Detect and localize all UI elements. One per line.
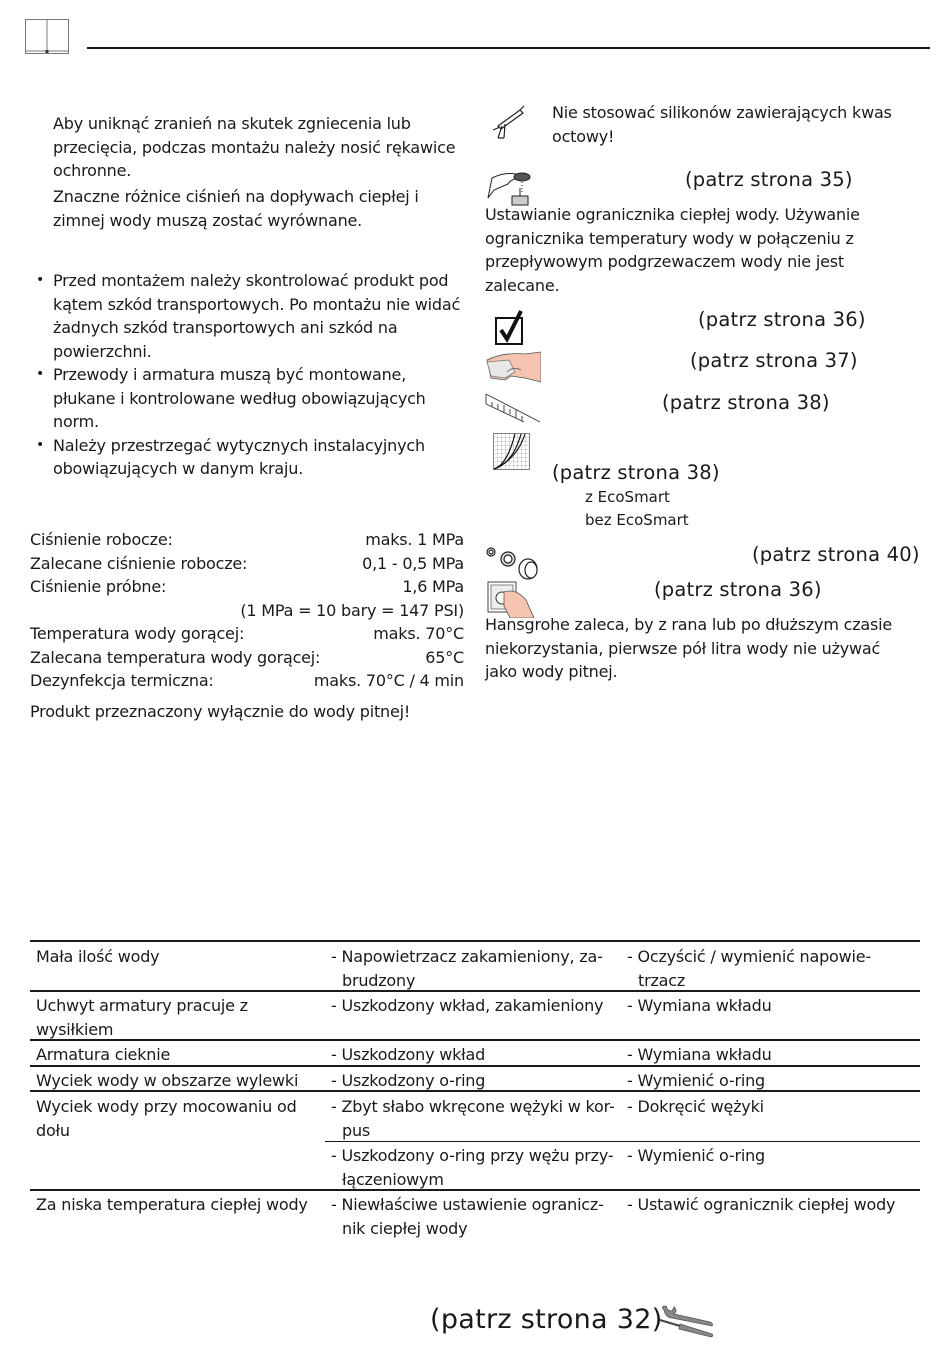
installation-notes-list bbox=[36, 269, 460, 481]
hand-cleaning-icon bbox=[485, 350, 541, 384]
cause-cell: - Zbyt słabo wkręcone wężyki w kor- pus bbox=[331, 1097, 615, 1140]
remedy-cell: - Oczyścić / wymienić napowie- trzacz bbox=[627, 947, 871, 990]
hansgrohe-recommendation: Hansgrohe zaleca, by z rana lub po dłuższym czasie niekorzystania, pierwsze pół litra wody nie używać jako wody pitnej. bbox=[485, 615, 893, 681]
spare-parts-icon bbox=[484, 543, 542, 581]
safety-note-pressure: Znaczne różnice ciśnień na dopływach ciepłej i zimnej wody muszą zostać wyrównane. bbox=[53, 187, 419, 230]
cause-cell: - Uszkodzony wkład bbox=[331, 1045, 486, 1064]
spec-row: Ciśnienie próbne: 1,6 MPa bbox=[30, 577, 464, 596]
table-row: Mała ilość wody bbox=[36, 947, 160, 966]
operation-page-ref[interactable]: (patrz strona 36) bbox=[654, 578, 822, 601]
cause-cell: - Uszkodzony o-ring bbox=[331, 1071, 486, 1090]
cleaning-page-ref[interactable]: (patrz strona 37) bbox=[690, 349, 858, 372]
header-rule bbox=[87, 47, 930, 49]
remedy-cell: - Wymienić o-ring bbox=[627, 1071, 765, 1090]
silicone-gun-icon bbox=[490, 104, 526, 140]
spare-parts-page-ref[interactable]: (patrz strona 40) bbox=[752, 543, 920, 566]
remedy-cell: - Wymienić o-ring bbox=[627, 1146, 765, 1165]
limiter-page-ref[interactable]: (patrz strona 35) bbox=[685, 168, 853, 191]
table-rule bbox=[30, 940, 920, 942]
spec-row: (1 MPa = 10 bary = 147 PSI) bbox=[240, 600, 464, 620]
safety-note-gloves: Aby uniknąć zranień na skutek zgniecenia lub przecięcia, podczas montażu należy nosić rękawice ochronne. bbox=[53, 114, 456, 180]
spec-row: Dezynfekcja termiczna: maks. 70°C / 4 min bbox=[30, 671, 464, 690]
footer-page-ref[interactable]: (patrz strona 32) bbox=[430, 1304, 663, 1335]
spec-row: Temperatura wody gorącej: maks. 70°C bbox=[30, 624, 464, 643]
dimensions-ruler-icon bbox=[484, 392, 540, 426]
hand-adjusting-temperature-icon bbox=[486, 168, 531, 206]
cause-cell: - Uszkodzony wkład, zakamieniony bbox=[331, 996, 604, 1015]
dimensions-page-ref[interactable]: (patrz strona 38) bbox=[662, 391, 830, 414]
flow-diagram-page-ref[interactable]: (patrz strona 38) bbox=[552, 461, 720, 484]
list-item: • Przewody i armatura muszą być montowane, płukane i kontrolowane według obowiązujących norm. bbox=[36, 363, 460, 434]
remedy-cell: - Dokręcić wężyki bbox=[627, 1097, 764, 1116]
table-row: Wyciek wody w obszarze wylewki bbox=[36, 1071, 299, 1090]
list-item: • Przed montażem należy skontrolować produkt pod kątem szkód transportowych. Po montażu nie widać żadnych szkód transportowych ani szkód na powierzchni. bbox=[36, 269, 460, 363]
silicone-warning: Nie stosować silikonów zawierających kwas octowy! bbox=[552, 103, 892, 146]
hand-operating-handle-icon bbox=[486, 578, 536, 618]
list-item: • Należy przestrzegać wytycznych instalacyjnych obowiązujących w danym kraju. bbox=[36, 434, 460, 481]
table-row: Za niska temperatura ciepłej wody bbox=[36, 1195, 308, 1214]
spec-row: Zalecane ciśnienie robocze: 0,1 - 0,5 MPa bbox=[30, 553, 464, 573]
check-page-ref[interactable]: (patrz strona 36) bbox=[698, 308, 866, 331]
table-row: Armatura cieknie bbox=[36, 1045, 171, 1064]
open-book-icon bbox=[25, 19, 69, 55]
flow-chart-curves-icon bbox=[493, 433, 530, 470]
drinking-water-note: Produkt przeznaczony wyłącznie do wody pitnej! bbox=[30, 702, 411, 721]
remedy-cell: - Wymiana wkładu bbox=[627, 996, 772, 1015]
remedy-cell: - Wymiana wkładu bbox=[627, 1045, 772, 1064]
checkbox-checked-icon bbox=[494, 308, 526, 346]
option-without-ecosmart: bez EcoSmart bbox=[585, 511, 689, 529]
wrench-screwdriver-icon bbox=[658, 1304, 716, 1338]
table-row: Uchwyt armatury pracuje z wysiłkiem bbox=[36, 996, 248, 1039]
spec-row: Ciśnienie robocze: maks. 1 MPa bbox=[30, 530, 464, 549]
cause-cell: - Napowietrzacz zakamieniony, za- brudzony bbox=[331, 947, 603, 990]
limiter-description: Ustawianie ogranicznika ciepłej wody. Używanie ogranicznika temperatury wody w połączeniu z przepływowym podgrzewaczem wody nie jest zalecane. bbox=[485, 205, 860, 295]
spec-row: Zalecana temperatura wody gorącej: 65°C bbox=[30, 647, 464, 667]
remedy-cell: - Ustawić ogranicznik ciepłej wody bbox=[627, 1195, 896, 1214]
cause-cell: - Niewłaściwe ustawienie ogranicz- nik ciepłej wody bbox=[331, 1195, 604, 1238]
cause-cell: - Uszkodzony o-ring przy wężu przy- łączeniowym bbox=[331, 1146, 614, 1189]
option-with-ecosmart: z EcoSmart bbox=[585, 488, 670, 506]
table-row: Wyciek wody przy mocowaniu od dołu bbox=[36, 1097, 297, 1140]
